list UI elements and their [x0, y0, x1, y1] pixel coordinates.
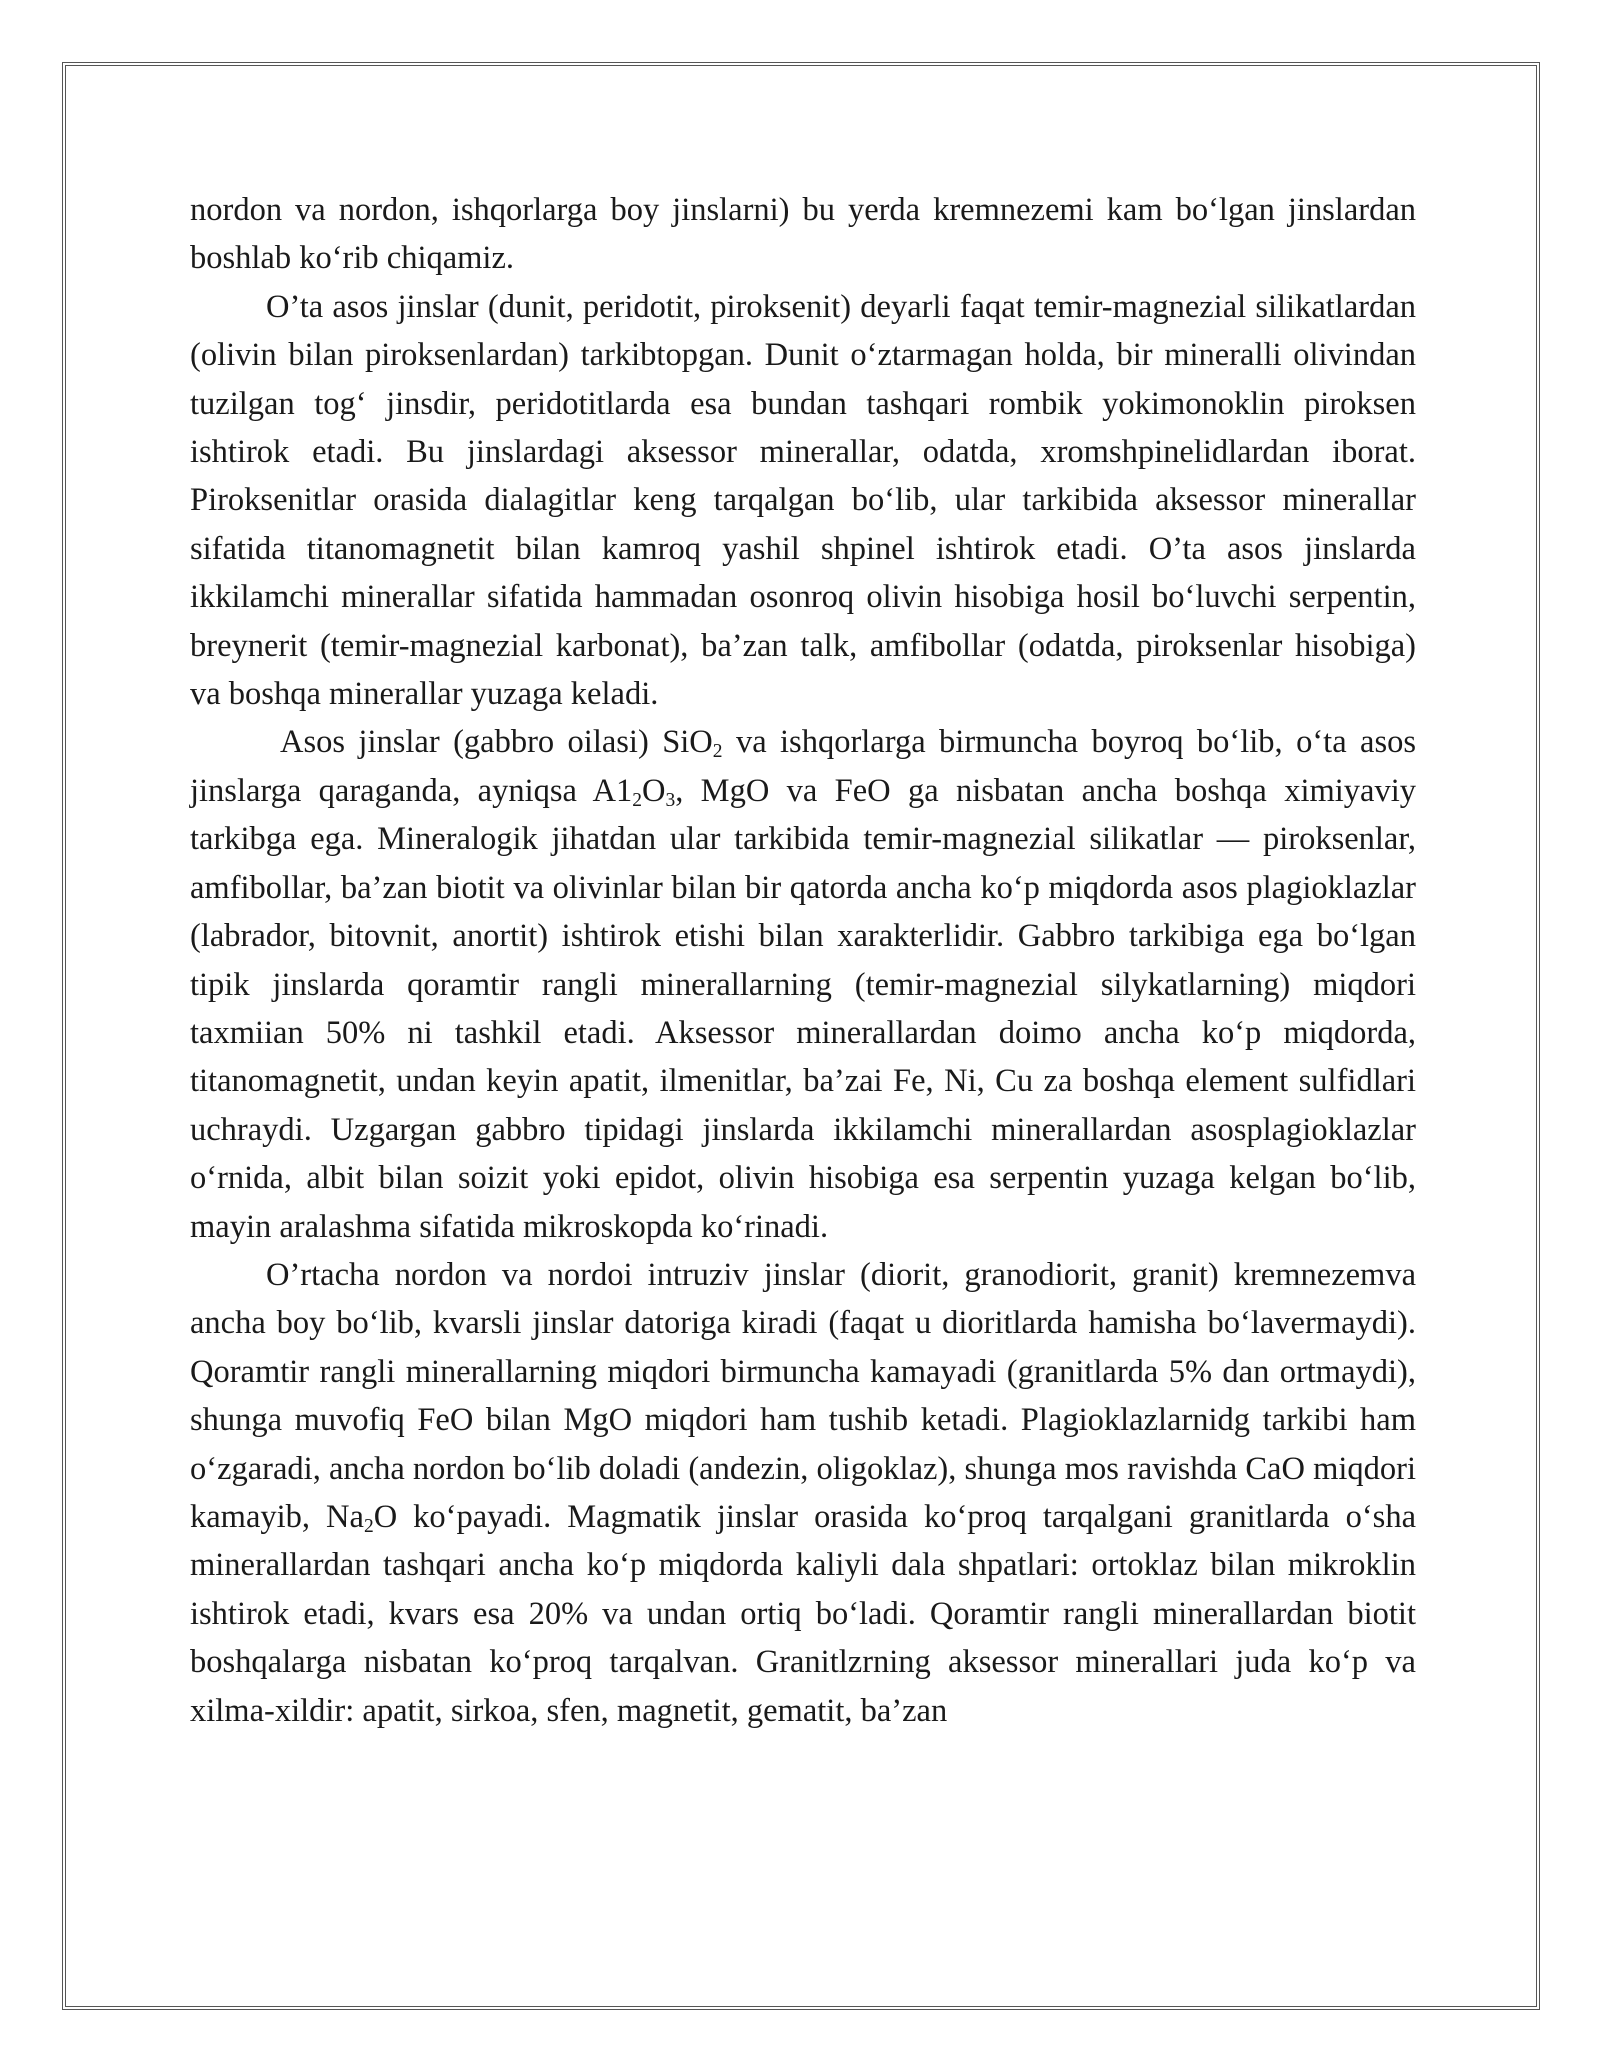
- subscript: 2: [712, 741, 723, 763]
- subscript: 3: [665, 789, 676, 811]
- paragraph-intermediate-acid-rocks: [190, 1251, 1416, 1735]
- paragraph-continuation: nordon va nordon, ishqorlarga boy jinslarni) bu yerda kremnezemi kam bo‘lgan jinslardan boshlab ko‘rib chiqamiz.: [190, 192, 1416, 277]
- text-segment: O: [641, 772, 666, 809]
- text-segment: O ko‘payadi. Magmatik jinslar orasida ko‘proq tarqalgani granitlarda o‘sha minerallardan tashqari ancha ko‘p miqdorda kaliyli dala shpatlari: ortoklaz bilan mikroklin ishtirok etadi, kvars esa 20% va undan ortiq bo‘ladi. Qoramtir rangli minerallardan biotit boshqalarga nisbatan ko‘proq tarqalvan. Granitlzrning aksessor minerallari juda ko‘p va xilma-xildir: apatit, sirkoa, sfen, magnetit, gematit, ba’zan: [190, 1498, 1416, 1729]
- text-segment: , MgO va FeO ga nisbatan ancha boshqa ximiyaviy tarkibga ega. Mineralogik jihatdan ular tarkibida temir-magnezial silikatlar — piroksenlar, amfibollar, ba’zan biotit va olivinlar bilan bir qatorda ancha ko‘p miqdorda asos plagioklazlar (labrador, bitovnit, anortit) ishtirok etishi bilan xarakterlidir. Gabbro tarkibiga ega bo‘lgan tipik jinslarda qoramtir rangli minerallarning (temir-magnezial silykatlarning) miqdori taxmiian 50% ni tashkil etadi. Aksessor minerallardan doimo ancha ko‘p miqdorda, titanomagnetit, undan keyin apatit, ilmenitlar, ba’zai Fe, Ni, Cu za boshqa element sulfidlari uchraydi. Uzgargan gabbro tipidagi jinslarda ikkilamchi minerallardan asosplagioklazlar o‘rnida, albit bilan soizit yoki epidot, olivin hisobiga esa serpentin yuzaga kelgan bo‘lib, mayin aralashma sifatida mikroskopda ko‘rinadi.: [190, 772, 1416, 1245]
- document-body: [190, 186, 1416, 1735]
- subscript: 2: [632, 789, 642, 811]
- paragraph-basic-rocks: [190, 718, 1416, 1250]
- text-segment: O’rtacha nordon va nordoi intruziv jinslar (diorit, granodiorit, granit) kremnezemva ancha boy bo‘lib, kvarsli jinslar datoriga kiradi (faqat u dioritlarda hamisha bo‘lavermaydi). Qoramtir rangli minerallarning miqdori birmuncha kamayadi (granitlarda 5% dan ortmaydi), shunga muvofiq FeO bilan MgO miqdori ham tushib ketadi. Plagioklazlarnidg tarkibi ham o‘zgaradi, ancha nordon bo‘lib doladi (andezin, oligoklaz), shunga mos ravishda CaO miqdori kamayib, Na: [190, 1256, 1416, 1535]
- paragraph-ultrabasic-rocks: O’ta asos jinslar (dunit, peridotit, piroksenit) deyarli faqat temir-magnezial silikatlardan (olivin bilan piroksenlardan) tarkibtopgan. Dunit o‘ztarmagan holda, bir mineralli olivindan tuzilgan tog‘ jinsdir, peridotitlarda esa bundan tashqari rombik yokimonoklin piroksen ishtirok etadi. Bu jinslardagi aksessor minerallar, odatda, xromshpinelidlardan iborat. Piroksenitlar orasida dialagitlar keng tarqalgan bo‘lib, ular tarkibida aksessor minerallar sifatida titanomagnetit bilan kamroq yashil shpinel ishtirok etadi. O’ta asos jinslarda ikkilamchi minerallar sifatida hammadan osonroq olivin hisobiga hosil bo‘luvchi serpentin, breynerit (temir-magnezial karbonat), ba’zan talk, amfibollar (odatda, piroksenlar hisobiga) va boshqa minerallar yuzaga keladi.: [190, 288, 1416, 713]
- text-segment: va ishqorlarga birmuncha boyroq bo‘lib, o‘ta asos jinslarga qaraganda, ayniqsa A1: [190, 724, 1416, 809]
- subscript: 2: [363, 1515, 374, 1537]
- text-segment: Asos jinslar (gabbro oilasi) SiO: [280, 724, 713, 761]
